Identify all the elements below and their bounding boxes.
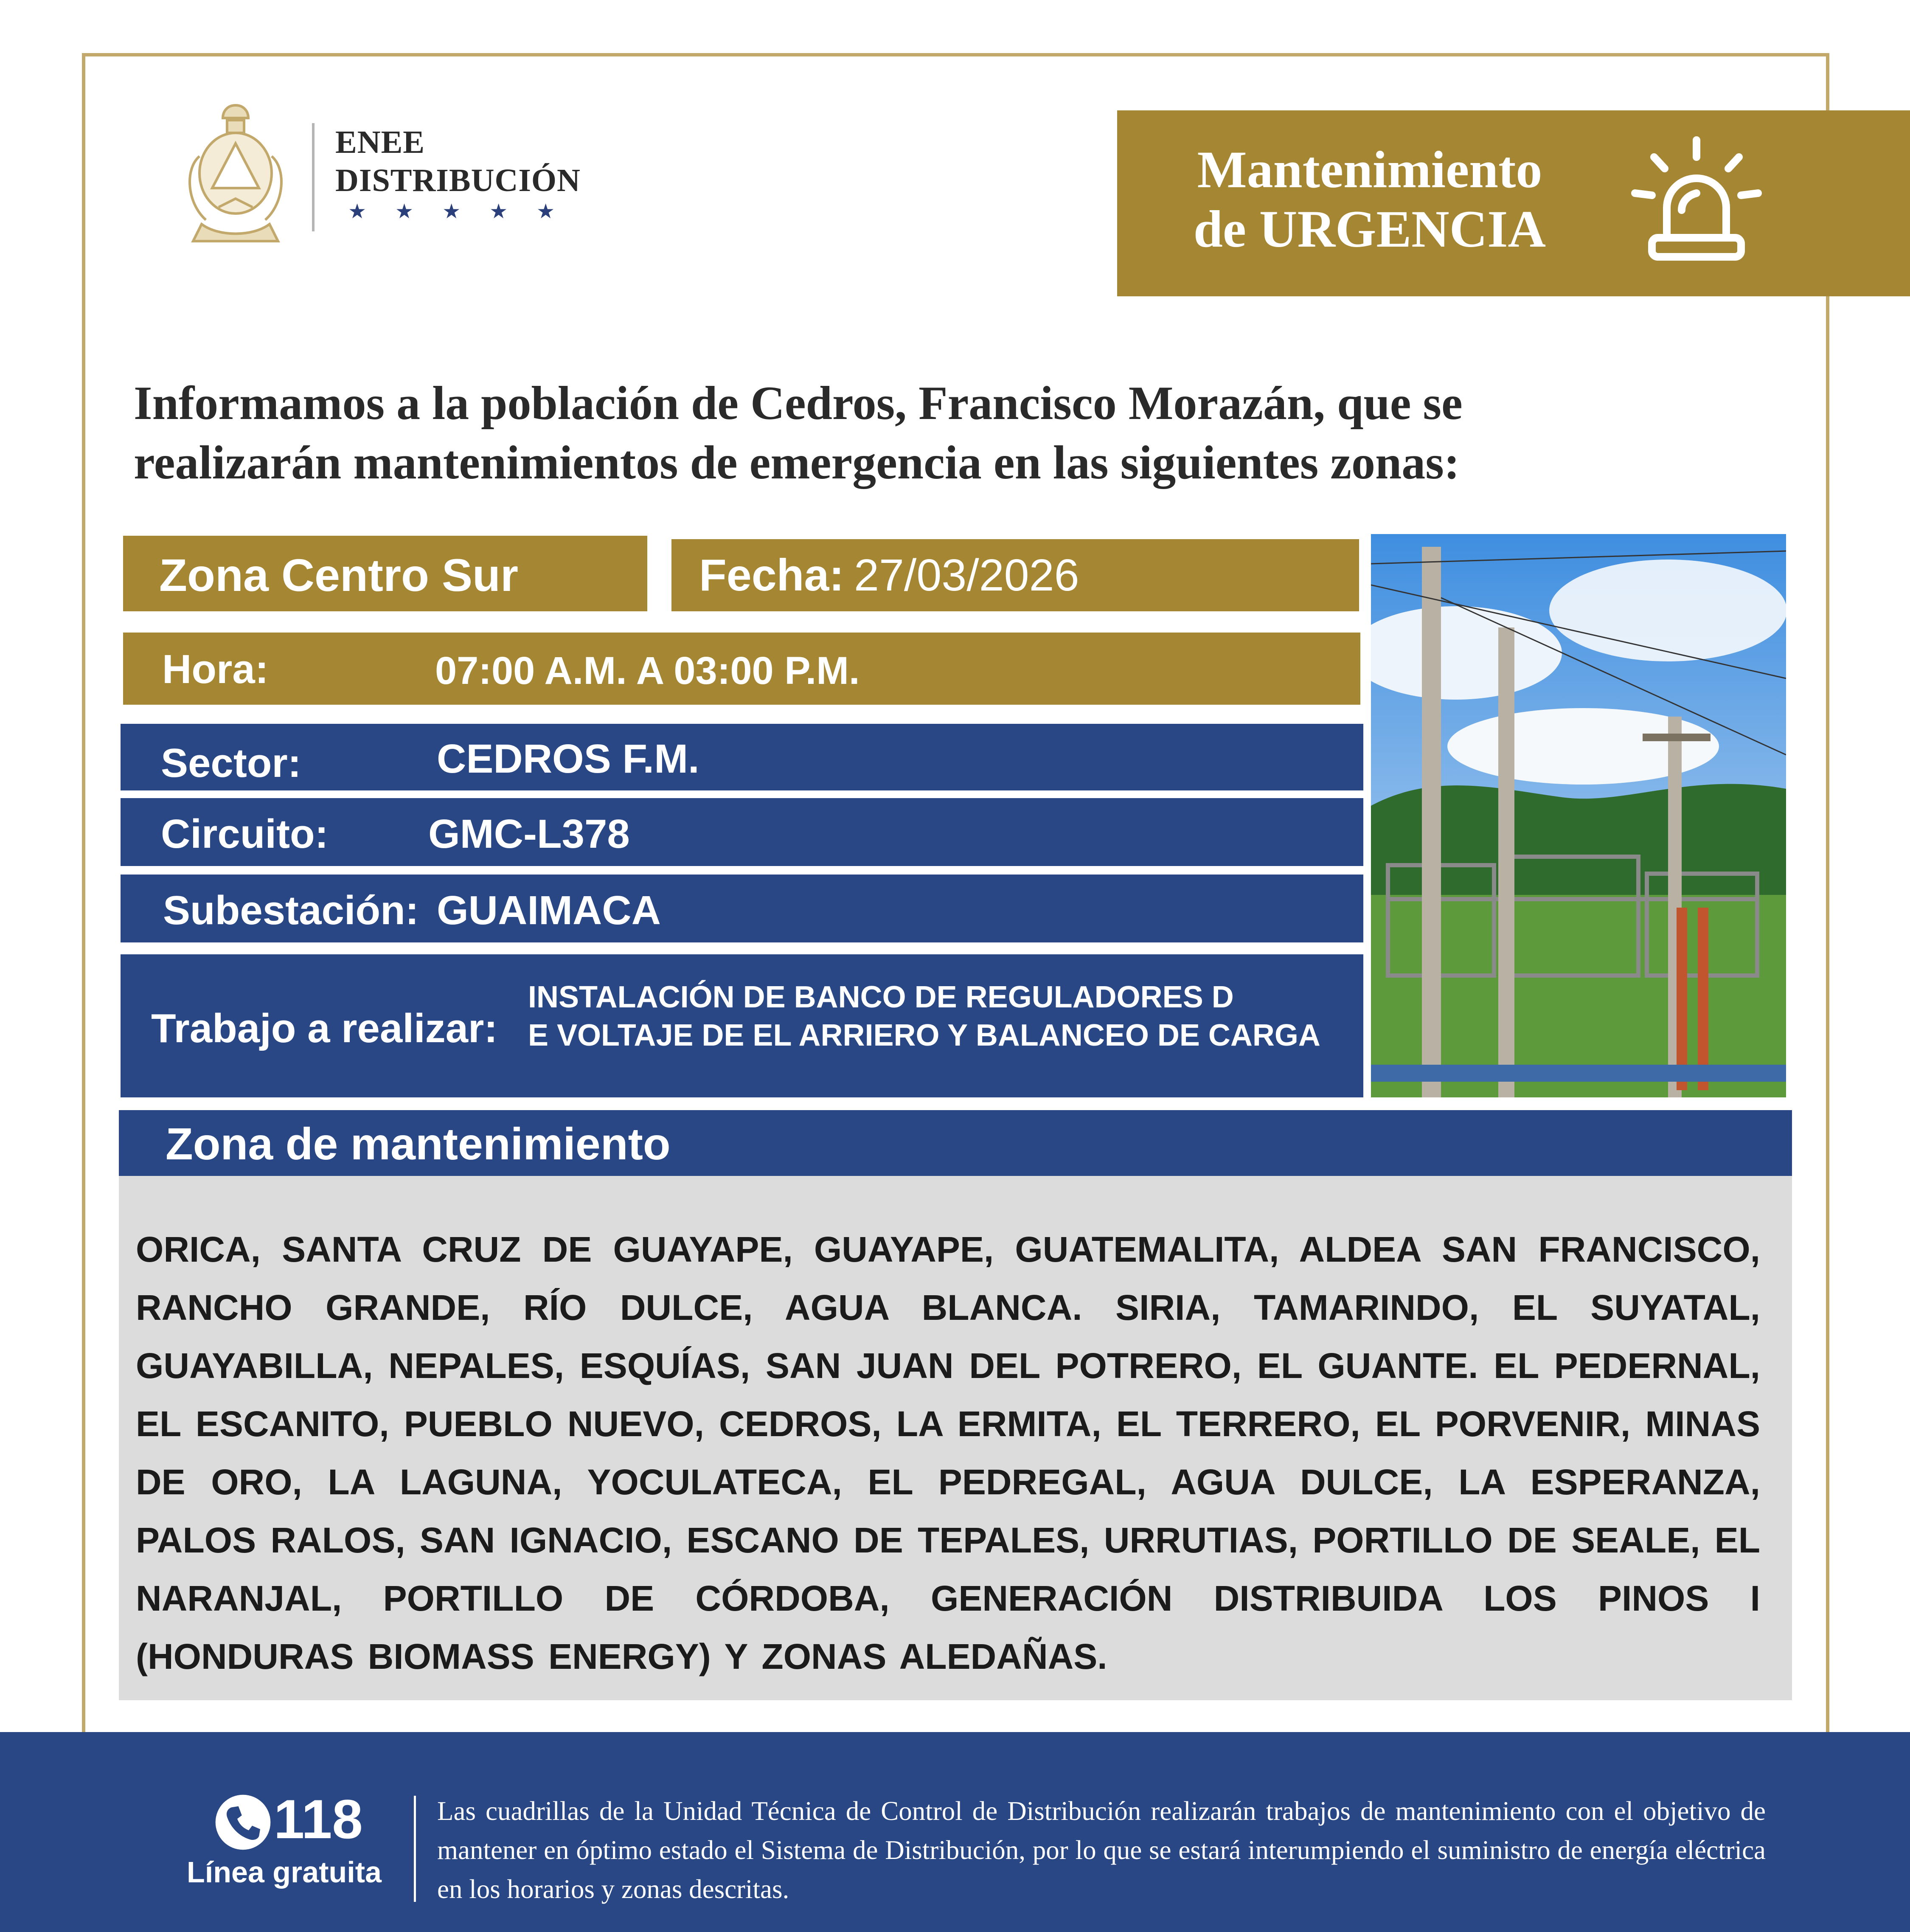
intro-line-2: realizarán mantenimientos de emergencia en las siguientes zonas: (134, 436, 1460, 489)
brand-stars: ★★★★★ (348, 200, 584, 223)
intro-paragraph (134, 374, 1781, 492)
date-value: 27/03/2026 (854, 550, 1079, 600)
sector-value: CEDROS F.M. (437, 736, 699, 782)
maintenance-zone-list: ORICA, SANTA CRUZ DE GUAYAPE, GUAYAPE, GUATEMALITA, ALDEA SAN FRANCISCO, RANCHO GRANDE, RÍO DULCE, AGUA BLANCA. SIRIA, TAMARINDO, EL SUYATAL, GUAYABILLA, NEPALES, ESQUÍAS, SAN JUAN DEL POTRERO, EL GUANTE. EL PEDERNAL, EL ESCANITO, PUEBLO NUEVO, CEDROS, LA ERMITA, EL TERRERO, EL PORVENIR, MINAS DE ORO, LA LAGUNA, YOCULATECA, EL PEDREGAL, AGUA DULCE, LA ESPERANZA, PALOS RALOS, SAN IGNACIO, ESCANO DE TEPALES, URRUTIAS, PORTILLO DE SEALE, EL NARANJAL, PORTILLO DE CÓRDOBA, GENERACIÓN DISTRIBUIDA LOS PINOS I (HONDURAS BIOMASS ENERGY) Y ZONAS ALEDAÑAS. (136, 1229, 1760, 1676)
maintenance-zone-body (119, 1176, 1792, 1700)
work-bar (121, 954, 1363, 1097)
phone-icon (214, 1794, 272, 1851)
work-value-line-1: INSTALACIÓN DE BANCO DE REGULADORES D (528, 980, 1234, 1014)
siren-icon (1626, 129, 1767, 270)
work-value-line-2: E VOLTAJE DE EL ARRIERO Y BALANCEO DE CARGA (528, 1018, 1320, 1052)
coat-of-arms-icon (176, 97, 295, 250)
circuit-bar (121, 798, 1363, 866)
maintenance-zone-header (119, 1110, 1792, 1176)
footer (0, 1732, 1910, 1932)
circuit-label: Circuito: (161, 811, 329, 857)
logo-divider (312, 123, 315, 231)
circuit-value: GMC-L378 (428, 811, 630, 857)
date-label: Fecha: (699, 550, 844, 600)
brand-line-2: DISTRIBUCIÓN (335, 163, 581, 198)
sector-bar (121, 724, 1363, 790)
brand-name (335, 123, 581, 200)
zone-label: Zona Centro Sur (159, 549, 519, 601)
brand-line-1: ENEE (335, 124, 425, 160)
urgency-banner (1117, 110, 1910, 296)
phone-label: Línea gratuita (187, 1856, 382, 1889)
banner-line-2: de URGENCIA (1193, 200, 1546, 258)
footer-divider (414, 1796, 416, 1902)
maintenance-zone-title: Zona de mantenimiento (166, 1119, 671, 1169)
substation-photo (1371, 534, 1786, 1097)
sector-label: Sector: (161, 740, 301, 786)
zone-bar (123, 536, 647, 611)
substation-bar (121, 875, 1363, 942)
time-label: Hora: (162, 647, 269, 692)
intro-line-1: Informamos a la población de Cedros, Francisco Morazán, que se (134, 377, 1463, 430)
work-label: Trabajo a realizar: (151, 1006, 498, 1051)
footer-notice: Las cuadrillas de la Unidad Técnica de Control de Distribución realizarán trabajos de mantenimiento con el objetivo de mantener en óptimo estado el Sistema de Distribución, por lo que se estará interumpiendo el suministro de energía eléctrica en los horarios y zonas descritas. (437, 1796, 1766, 1904)
banner-title (1117, 140, 1622, 259)
substation-value: GUAIMACA (437, 888, 661, 933)
time-value: 07:00 A.M. A 03:00 P.M. (435, 649, 860, 692)
time-bar (123, 633, 1360, 705)
substation-label: Subestación: (163, 888, 419, 933)
banner-line-1: Mantenimiento (1197, 141, 1542, 199)
date-bar (671, 539, 1359, 611)
phone-number: 118 (274, 1788, 363, 1850)
